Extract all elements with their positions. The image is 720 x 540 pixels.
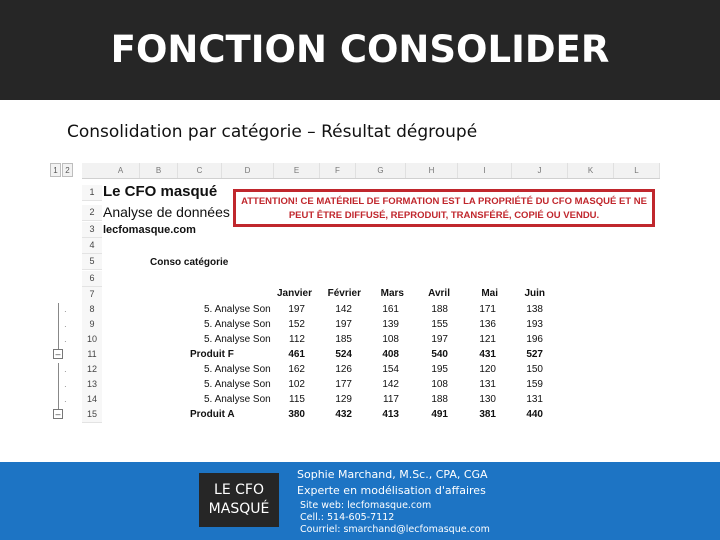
row-label-cell[interactable]: Produit F [190,349,234,360]
row-number[interactable]: 6 [82,271,102,287]
value-cell[interactable]: 159 [526,379,543,390]
value-cell[interactable]: 138 [526,304,543,315]
value-cell[interactable]: 102 [288,379,305,390]
brand-site-cell[interactable]: lecfomasque.com [103,224,196,236]
outline-gutter [50,178,80,425]
value-cell[interactable]: 136 [479,319,496,330]
value-cell[interactable]: 155 [431,319,448,330]
month-header[interactable]: Mai [481,288,498,299]
value-cell[interactable]: 188 [431,394,448,405]
value-cell[interactable]: 142 [382,379,399,390]
column-header[interactable]: K [568,163,614,178]
outline-dot: · [64,367,67,376]
value-cell[interactable]: 193 [526,319,543,330]
row-label-cell[interactable]: 5. Analyse Son [204,364,271,375]
outline-dot: · [64,322,67,331]
outline-dot: · [64,337,67,346]
value-cell[interactable]: 461 [288,349,305,360]
row-label-cell[interactable]: 5. Analyse Son [204,319,271,330]
brand-title-cell[interactable]: Le CFO masqué [103,183,218,200]
column-header[interactable]: D [222,163,274,178]
value-cell[interactable]: 540 [431,349,448,360]
value-cell[interactable]: 142 [335,304,352,315]
value-cell[interactable]: 527 [526,349,543,360]
column-header[interactable]: C [178,163,222,178]
row-number[interactable]: 2 [82,205,102,221]
cfo-masque-logo [199,473,279,527]
value-cell[interactable]: 197 [335,319,352,330]
row-number[interactable]: 3 [82,222,102,238]
value-cell[interactable]: 154 [382,364,399,375]
value-cell[interactable]: 126 [335,364,352,375]
copyright-warning-box [233,189,655,227]
month-header[interactable]: Mars [380,288,404,299]
column-header[interactable]: I [458,163,512,178]
column-header[interactable]: E [274,163,320,178]
column-header[interactable]: J [512,163,568,178]
slide-subtitle: Consolidation par catégorie – Résultat dégroupé [67,122,478,142]
row-number[interactable]: 9 [82,317,102,333]
value-cell[interactable]: 121 [479,334,496,345]
value-cell[interactable]: 188 [431,304,448,315]
value-cell[interactable]: 152 [288,319,305,330]
outline-dot: · [64,397,67,406]
value-cell[interactable]: 408 [382,349,399,360]
collapse-group-button[interactable]: – [53,349,63,359]
month-header[interactable]: Juin [524,288,545,299]
value-cell[interactable]: 440 [526,409,543,420]
brand-subtitle-cell[interactable]: Analyse de données [103,204,230,220]
value-cell[interactable]: 161 [382,304,399,315]
value-cell[interactable]: 120 [479,364,496,375]
value-cell[interactable]: 177 [335,379,352,390]
row-number[interactable]: 8 [82,302,102,318]
collapse-group-button[interactable]: – [53,409,63,419]
row-number[interactable]: 15 [82,407,102,423]
row-number[interactable]: 11 [82,347,102,363]
value-cell[interactable]: 197 [288,304,305,315]
value-cell[interactable]: 130 [479,394,496,405]
warning-line-1: ATTENTION! CE MATÉRIEL DE FORMATION EST LA PROPRIÉTÉ DU CFO MASQUÉ ET NE [241,196,647,207]
column-header[interactable]: B [140,163,178,178]
row-number[interactable]: 7 [82,287,102,303]
value-cell[interactable]: 108 [382,334,399,345]
outline-level-2-button[interactable]: 2 [62,163,73,177]
row-label-cell[interactable]: 5. Analyse Son [204,379,271,390]
value-cell[interactable]: 491 [431,409,448,420]
row-label-cell[interactable]: Produit A [190,409,235,420]
value-cell[interactable]: 131 [526,394,543,405]
value-cell[interactable]: 196 [526,334,543,345]
row-label-cell[interactable]: 5. Analyse Son [204,334,271,345]
warning-line-2: PEUT ÊTRE DIFFUSÉ, REPRODUIT, TRANSFÉRÉ, COPIÉ OU VENDU. [288,210,600,221]
column-header[interactable]: H [406,163,458,178]
value-cell[interactable]: 115 [289,394,305,405]
column-header[interactable]: G [356,163,406,178]
slide-title: FONCTION CONSOLIDER [110,28,610,71]
outline-dot: · [64,307,67,316]
value-cell[interactable]: 171 [479,304,496,315]
value-cell[interactable]: 108 [431,379,448,390]
contact-website: Site web: lecfomasque.com [300,500,432,511]
month-header[interactable]: Janvier [276,288,312,299]
row-number[interactable]: 12 [82,362,102,378]
row-number[interactable]: 5 [82,254,102,270]
value-cell[interactable]: 150 [526,364,543,375]
logo-line-2: MASQUÉ [208,501,270,517]
value-cell[interactable]: 117 [383,394,399,405]
column-header[interactable]: L [614,163,660,178]
month-header[interactable]: Avril [428,288,450,299]
row-label-cell[interactable]: 5. Analyse Son [204,394,271,405]
value-cell[interactable]: 380 [288,409,305,420]
row-number[interactable]: 14 [82,392,102,408]
row-number[interactable]: 1 [82,185,102,201]
section-title-cell[interactable]: Conso catégorie [150,257,229,268]
row-number[interactable]: 13 [82,377,102,393]
value-cell[interactable]: 129 [335,394,352,405]
month-header[interactable]: Février [327,288,361,299]
value-cell[interactable]: 131 [479,379,496,390]
value-cell[interactable]: 139 [382,319,399,330]
column-header[interactable]: A [102,163,140,178]
column-header-row [82,163,660,179]
outline-dot: · [64,382,67,391]
value-cell[interactable]: 162 [288,364,305,375]
value-cell[interactable]: 413 [382,409,399,420]
logo-line-1: LE CFO [214,482,264,498]
contact-name: Sophie Marchand, M.Sc., CPA, CGA [297,468,488,481]
row-number[interactable]: 4 [82,238,102,254]
value-cell[interactable]: 432 [335,409,352,420]
contact-role: Experte en modélisation d'affaires [297,484,486,497]
contact-email: Courriel: smarchand@lecfomasque.com [300,524,490,535]
value-cell[interactable]: 197 [431,334,448,345]
value-cell[interactable]: 381 [479,409,496,420]
contact-phone: Cell.: 514-605-7112 [300,512,395,523]
value-cell[interactable]: 185 [335,334,352,345]
outline-level-1-button[interactable]: 1 [50,163,61,177]
row-number[interactable]: 10 [82,332,102,348]
value-cell[interactable]: 431 [479,349,496,360]
value-cell[interactable]: 524 [335,349,352,360]
column-header[interactable]: F [320,163,356,178]
value-cell[interactable]: 112 [289,334,305,345]
row-label-cell[interactable]: 5. Analyse Son [204,304,271,315]
value-cell[interactable]: 195 [431,364,448,375]
